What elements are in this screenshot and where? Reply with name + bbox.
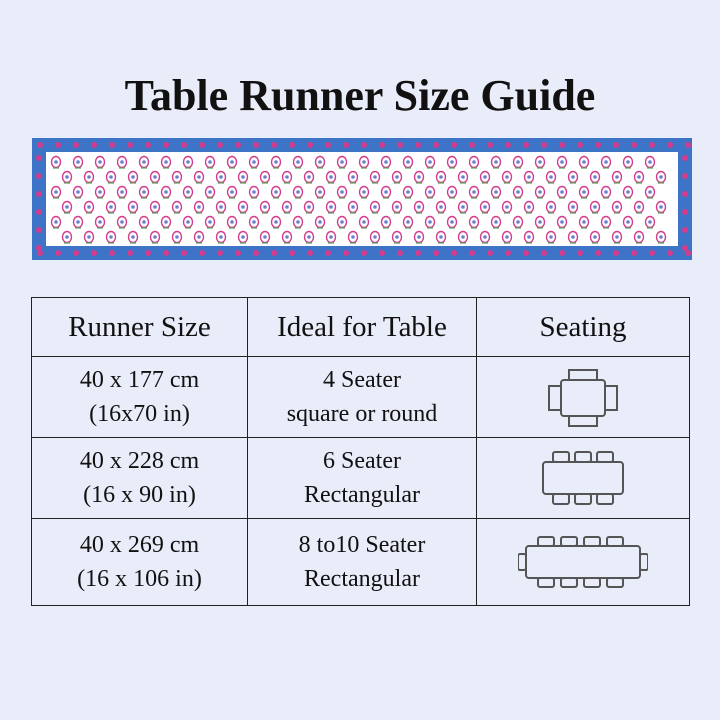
- seater-count: 8 to10 Seater: [298, 532, 426, 558]
- rect-table-6-chairs-icon: [533, 448, 633, 508]
- ideal-table-cell: [248, 357, 477, 438]
- header-ideal-for-table: Ideal for Table: [248, 298, 477, 357]
- runner-size-cell: [32, 438, 248, 519]
- page-title: Table Runner Size Guide: [124, 71, 596, 120]
- runner-size-cell: [32, 357, 248, 438]
- seating-cell: [477, 438, 690, 519]
- size-in: (16 x 90 in): [83, 482, 196, 508]
- runner-pattern-illustration: [32, 138, 692, 260]
- table-shape: Rectangular: [304, 566, 420, 592]
- rect-table-10-chairs-icon: [518, 534, 648, 590]
- seater-count: 4 Seater: [323, 367, 401, 393]
- table-row: [32, 357, 690, 438]
- table-row: [32, 438, 690, 519]
- seating-cell: [477, 519, 690, 606]
- seater-count: 6 Seater: [323, 448, 401, 474]
- table-runner-image: [32, 138, 692, 260]
- ideal-table-cell: [248, 519, 477, 606]
- table-shape: Rectangular: [304, 482, 420, 508]
- ideal-table-cell: [248, 438, 477, 519]
- header-seating: Seating: [477, 298, 690, 357]
- runner-size-cell: [32, 519, 248, 606]
- size-cm: 40 x 228 cm: [79, 448, 200, 474]
- size-in: (16x70 in): [89, 401, 190, 427]
- table-header-row: [32, 298, 690, 357]
- header-runner-size: Runner Size: [32, 298, 248, 357]
- size-cm: 40 x 269 cm: [79, 532, 200, 558]
- seating-cell: [477, 357, 690, 438]
- size-in: (16 x 106 in): [77, 566, 202, 592]
- table-row: [32, 519, 690, 606]
- table-shape: square or round: [286, 401, 438, 427]
- size-cm: 40 x 177 cm: [79, 367, 200, 393]
- size-guide-table: [31, 297, 690, 606]
- square-table-4-chairs-icon: [543, 366, 623, 428]
